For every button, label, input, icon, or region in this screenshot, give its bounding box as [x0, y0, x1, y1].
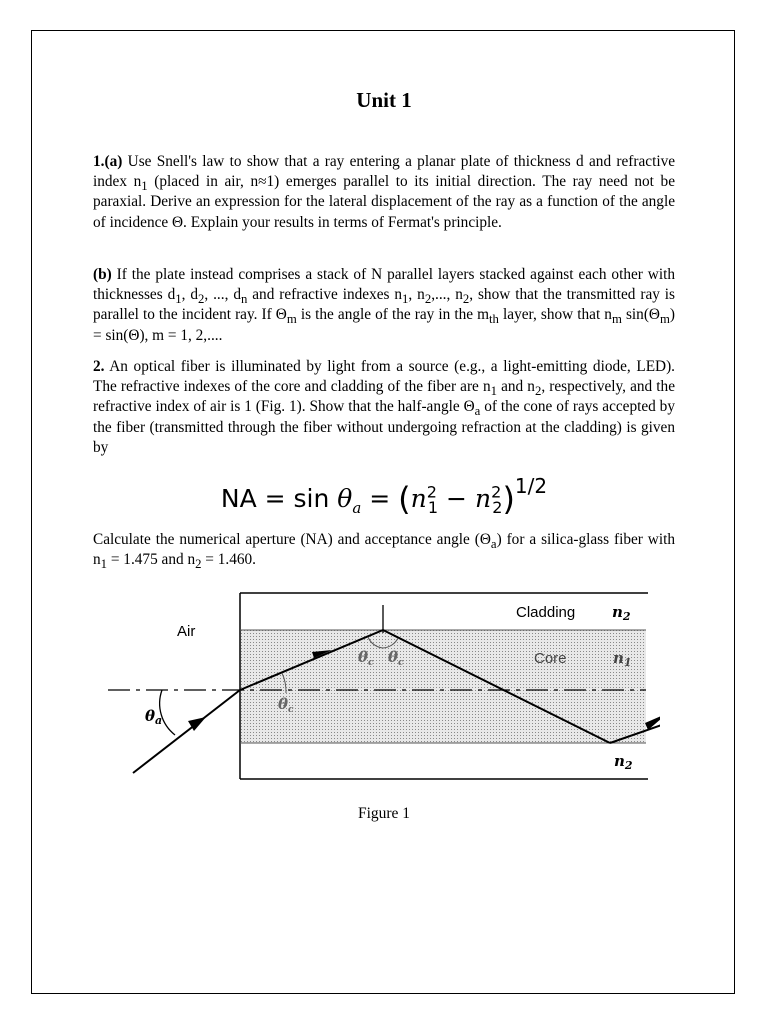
- n2-bottom-label: $n_2$: [614, 752, 633, 772]
- page-title: Unit 1: [356, 88, 412, 112]
- core-label: Core: [534, 650, 567, 667]
- question-1b: (b) If the plate instead comprises a stack of N parallel layers stacked against each other with thicknesses $d_1$, $d_2$, ..., $d_n$ and refractive indexes $n_1$, $n_2$,..., $n_2$, show that the transmitted ray is parallel to the incident ray. If $\Theta_m$ is the angle of the ray in the $m_{th}$ layer, show that $n_m$ $\sin(\Theta_m) = \sin(\Theta)$, m = 1, 2,....: [93, 266, 676, 344]
- theta-c-right-label: $\theta_c$: [388, 648, 404, 668]
- air-label: Air: [177, 623, 196, 640]
- theta-a-label: $\theta_a$: [145, 707, 163, 727]
- core-region: [240, 630, 646, 743]
- cladding-label: Cladding: [516, 604, 576, 621]
- optical-fiber-figure: [100, 585, 660, 790]
- acceptance-angle-arc: [160, 690, 175, 735]
- question-1a-label: 1.(a): [93, 153, 123, 170]
- incident-ray: [133, 690, 240, 773]
- theta-c-refraction-label: $\theta_c$: [278, 695, 294, 715]
- theta-c-left-label: $\theta_c$: [358, 648, 374, 668]
- calculation-prompt: Calculate the numerical aperture (NA) and acceptance angle $(\Theta_a)$ for a silica-glass fiber with $n_1 = 1.475$ and $n_2 = 1.460$.: [93, 531, 675, 572]
- n2-top-label: $n_2$: [612, 603, 631, 623]
- question-1b-label: (b): [93, 266, 112, 283]
- question-2-label: 2.: [93, 358, 105, 375]
- question-1a: 1.(a) Use Snell's law to show that a ray entering a planar plate of thickness d and refractive index $n_1$ (placed in air, n≈1) emerges parallel to its initial direction. The ray need not be paraxial. Derive an expression for the lateral displacement of the ray as a function of the angle of incidence Θ. Explain your results in terms of Fermat's principle.: [93, 153, 676, 231]
- numerical-aperture-formula: NA = $\sin \theta_a = (n^2_1 - n^2_2)^{1/2}$: [220, 474, 548, 518]
- n1-label: $n_1$: [613, 649, 632, 669]
- figure-caption: Figure 1: [357, 805, 411, 822]
- question-2: 2. An optical fiber is illuminated by light from a source (e.g., a light-emitting diode, LED). The refractive indexes of the core and cladding of the fiber are $n_1$ and $n_2$, respectively, and the refractive index of air is 1 (Fig. 1). Show that the half-angle $\Theta_a$ of the cone of rays accepted by the fiber (transmitted through the fiber without undergoing refraction at the cladding) is given by: [93, 358, 675, 456]
